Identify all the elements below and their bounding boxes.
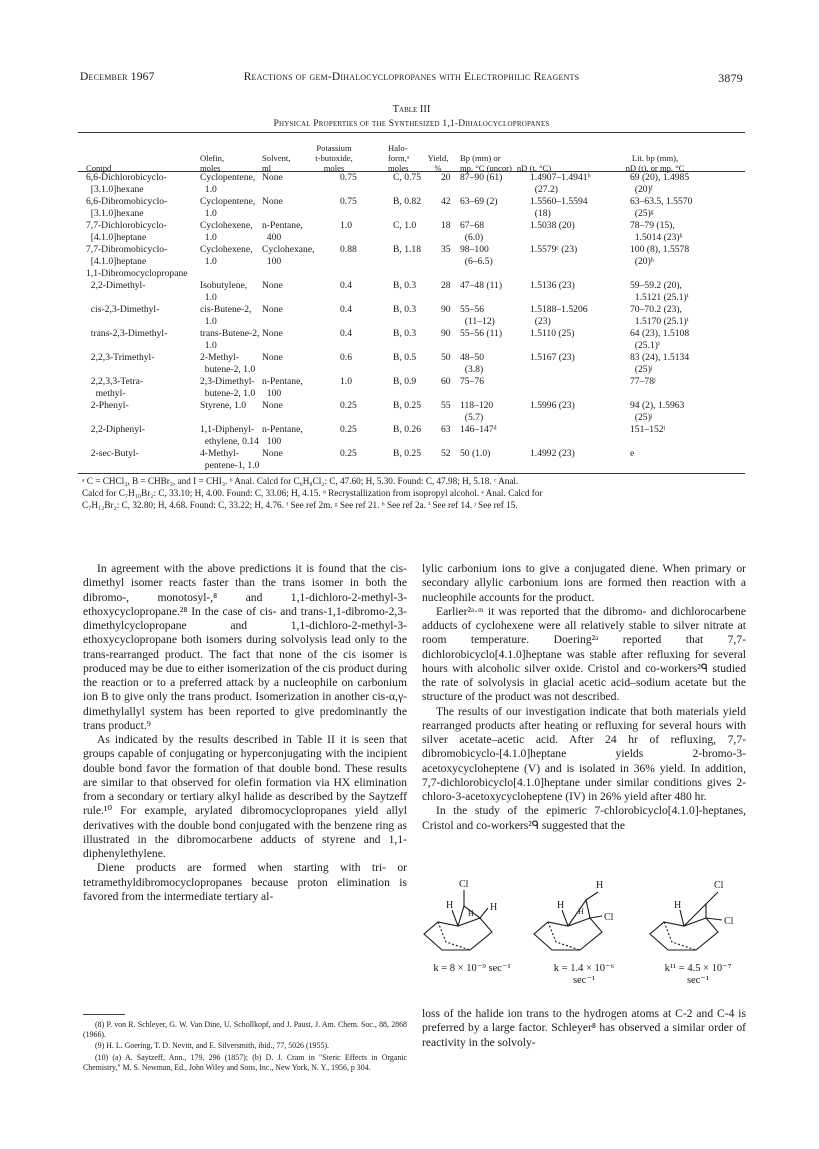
cell-olefin: 2-Methyl- bbox=[200, 352, 239, 363]
references bbox=[83, 1020, 407, 1074]
cell-nd: 1.4907–1.4941ᵇ bbox=[530, 172, 591, 183]
cell-lit: (20)ʰ bbox=[630, 256, 654, 267]
cell-compd: [3.1.0]hexane bbox=[86, 208, 144, 219]
header-olefin-line bbox=[200, 143, 224, 153]
cell-olefin: Cyclopentene, bbox=[200, 172, 256, 183]
right-paragraph: The results of our investigation indicate that both materials yield rearranged products after heating or refluxing for several hours with silver acetate–acetic acid. After 24 hr of refluxing, 7,7-dibromobicyclo-[4.1.0]heptane yields 2-bromo-3-acetoxycycloheptene (V) and is isolated in 36% yield. In addition, 7,7-dichlorobicyclo[4.1.0]heptane under similar conditions gives 2-chloro-3-acetoxycycloheptene (IV) in 26% yield after 480 hr. bbox=[422, 704, 746, 803]
cell-olefin: Cyclohexene, bbox=[200, 220, 253, 231]
s2-atom-1: H bbox=[557, 900, 565, 911]
cell-solvent: 100 bbox=[262, 256, 282, 267]
cell-bp: 67–68 bbox=[460, 220, 484, 231]
cell-compd: [4.1.0]heptane bbox=[86, 232, 147, 243]
header-compd bbox=[86, 133, 111, 173]
header-title: Reactions of gem-Dihalocyclopropanes with Electrophilic Reagents bbox=[243, 71, 580, 83]
cell-olefin: 1.0 bbox=[200, 208, 217, 219]
cell-nd: 1.5560–1.5594 bbox=[530, 196, 588, 207]
rate-constant-1 bbox=[422, 962, 522, 974]
header-nd-line bbox=[489, 143, 579, 153]
cell-solvent: None bbox=[262, 304, 283, 315]
cell-solvent: None bbox=[262, 352, 283, 363]
cell-haloform: B, 0.25 bbox=[393, 448, 421, 459]
cell-yield: 28 bbox=[441, 280, 451, 291]
reference-item: (10) (a) A. Saytzeff, Ann., 179, 296 (1857); (b) D. J. Cram in "Steric Effects in Organic Chemistry," M. S. Newman, Ed., John Wiley and Sons, Inc., New York, N. Y., 1956, p 304. bbox=[83, 1052, 407, 1072]
cell-solvent: 400 bbox=[262, 232, 282, 243]
header-nd-line: nD (t, °C) bbox=[516, 163, 552, 173]
cell-yield: 18 bbox=[441, 220, 451, 231]
header-olefin bbox=[200, 133, 224, 173]
cell-butoxide: 0.25 bbox=[340, 400, 357, 411]
cell-lit: 77–78ʲ bbox=[630, 376, 656, 387]
cell-lit: 1.5014 (23)ʰ bbox=[630, 232, 683, 243]
cell-haloform: B, 0.3 bbox=[393, 280, 417, 291]
cell-compd: 2,2,3-Trimethyl- bbox=[86, 352, 155, 363]
cell-olefin: 1,1-Diphenyl- bbox=[200, 424, 255, 435]
cell-solvent: n-Pentane, bbox=[262, 376, 303, 387]
s3-atom-2: Cl bbox=[724, 916, 734, 927]
body-left-column bbox=[83, 562, 407, 904]
cell-bp: (6.0) bbox=[460, 232, 484, 243]
cell-olefin: 1.0 bbox=[200, 292, 217, 303]
cell-nd: 1.5136 (23) bbox=[530, 280, 575, 291]
cell-yield: 63 bbox=[441, 424, 451, 435]
cell-solvent: n-Pentane, bbox=[262, 220, 303, 231]
cell-nd: (18) bbox=[530, 208, 551, 219]
header-lit-line bbox=[610, 133, 700, 143]
structure-3 bbox=[650, 892, 722, 950]
header-solvent-line: Solvent, bbox=[262, 153, 291, 163]
cell-bp: 55–56 (11) bbox=[460, 328, 503, 339]
s3-atom-1: H bbox=[674, 900, 682, 911]
cell-compd: 6,6-Dibromobicyclo- bbox=[86, 196, 168, 207]
cell-haloform: B, 0.3 bbox=[393, 304, 417, 315]
header-solvent-line bbox=[262, 143, 290, 153]
cell-yield: 20 bbox=[441, 172, 451, 183]
cell-solvent: None bbox=[262, 280, 283, 291]
header-nd-line bbox=[489, 153, 579, 163]
cell-olefin: 1.0 bbox=[200, 256, 217, 267]
cell-bp: 87–90 (61) bbox=[460, 172, 503, 183]
body-right-column bbox=[422, 562, 746, 833]
header-bp-line: Bp (mm) or bbox=[460, 153, 501, 163]
cell-olefin: pentene-1, 1.0 bbox=[200, 460, 260, 471]
cell-olefin: cis-Butene-2, bbox=[200, 304, 252, 315]
cell-olefin: 1.0 bbox=[200, 184, 217, 195]
cell-compd: 2-sec-Butyl- bbox=[86, 448, 139, 459]
cell-nd: 1.4992 (23) bbox=[530, 448, 575, 459]
cell-lit: 151–152ʲ bbox=[630, 424, 666, 435]
cell-compd: 2,2-Dimethyl- bbox=[86, 280, 146, 291]
cell-haloform: B, 0.3 bbox=[393, 328, 417, 339]
cell-solvent: n-Pentane, bbox=[262, 424, 303, 435]
cell-solvent: 100 bbox=[262, 388, 282, 399]
page-number: 3879 bbox=[718, 71, 743, 85]
cell-olefin: Isobutylene, bbox=[200, 280, 248, 291]
cell-nd: 1.5038 (20) bbox=[530, 220, 575, 231]
cell-lit: 59–59.2 (20), bbox=[630, 280, 682, 291]
cell-haloform: C, 1.0 bbox=[393, 220, 417, 231]
cell-haloform: B, 0.9 bbox=[393, 376, 417, 387]
cell-bp: 47–48 (11) bbox=[460, 280, 503, 291]
table-number: Table III bbox=[392, 104, 431, 115]
cell-butoxide: 1.0 bbox=[340, 220, 352, 231]
s1-atom-2: H bbox=[468, 909, 474, 918]
cell-lit: (20)ᶠ bbox=[630, 184, 653, 195]
header-compd-line: Compd bbox=[86, 163, 112, 173]
cell-compd: 2,2-Diphenyl- bbox=[86, 424, 145, 435]
s2-atom-2: H bbox=[578, 907, 584, 916]
cell-compd: [4.1.0]heptane bbox=[86, 256, 147, 267]
cell-haloform: B, 1.18 bbox=[393, 244, 421, 255]
bicycloheptane-structures bbox=[412, 876, 750, 958]
header-bp-line: mp, °C (uncor) bbox=[460, 163, 512, 173]
cell-yield: 60 bbox=[441, 376, 451, 387]
header-solvent bbox=[262, 133, 290, 173]
left-paragraph: In agreement with the above predictions it is found that the cis-dimethyl isomer reacts faster than the trans isomer in both the dibromo-, monotosyl-,⁸ and 1,1-dichloro-2-methyl-3-ethoxycyclopropane.²⁸ In the case of cis- and trans-1,1-dibromo-2,3-dimethylcyclopropane and 1,1-dichloro-2-methyl-3-ethoxycyclopropane both isomers during solvolysis lead only to the trans-rearranged product. The fact that none of the cis isomer is produced may be due to either isomerization of the cis product during the reaction or to a preferred attack by a nucleophile on carbonium ion B to give only the trans product. Isomerization in another cis-α,γ-dimethylallyl system has been reported to give predominantly the trans product.⁹ bbox=[83, 562, 407, 732]
cell-haloform: C, 0.75 bbox=[393, 172, 421, 183]
cell-lit: 1.5170 (25.1)ⁱ bbox=[630, 316, 689, 327]
cell-bp: (6–6.5) bbox=[460, 256, 493, 267]
rate-structures-figure bbox=[412, 876, 750, 988]
structure-2 bbox=[534, 892, 602, 950]
rate-3-value: k¹¹ = 4.5 × 10⁻⁷ bbox=[664, 963, 732, 974]
s1-atom-1: H bbox=[446, 900, 454, 911]
rate-constant-3 bbox=[648, 962, 748, 986]
cell-bp: 50 (1.0) bbox=[460, 448, 491, 459]
cell-solvent: 100 bbox=[262, 436, 282, 447]
cell-olefin: 1.0 bbox=[200, 340, 217, 351]
cell-bp: (11–12) bbox=[460, 316, 495, 327]
rate-constant-2 bbox=[534, 962, 634, 986]
footnote-line: C₇H₁₂Br₂: C, 32.80; H, 4.68. Found: C, 33.22; H, 4.76. ᶠ See ref 2m. ᵍ See ref 21. ʰ See ref 2a. ⁱ See ref 14. ʲ See ref 15. bbox=[82, 500, 518, 510]
header-haloform-line: Halo- bbox=[388, 143, 408, 153]
header-compd-line bbox=[86, 153, 111, 163]
cell-solvent: None bbox=[262, 196, 283, 207]
rate-3-unit: sec⁻¹ bbox=[686, 975, 710, 986]
header-date: December 1967 bbox=[80, 71, 155, 83]
cell-olefin: ethylene, 0.14 bbox=[200, 436, 259, 447]
cell-lit: 63–63.5, 1.5570 bbox=[630, 196, 693, 207]
cell-lit: 94 (2), 1.5963 bbox=[630, 400, 685, 411]
s1-atom-3: H bbox=[490, 902, 498, 913]
header-solvent-line: ml bbox=[262, 163, 272, 173]
right-paragraph: lylic carbonium ions to give a conjugated diene. When primary or secondary allylic carbonium ions are formed then reaction with a nucleophile accounts for the product. bbox=[422, 562, 746, 604]
table-title: Physical Properties of the Synthesized 1,1-Dihalocyclopropanes bbox=[273, 119, 550, 129]
cell-compd: [3.1.0]hexane bbox=[86, 184, 144, 195]
header-lit-line bbox=[610, 143, 700, 153]
cell-butoxide: 0.6 bbox=[340, 352, 352, 363]
footnote-line: ᵃ C = CHCl₃, B = CHBr₃, and I = CHI₃. ᵇ Anal. Calcd for C₆H₈Cl₂: C, 47.60; H, 5.30. Found: C, 47.98; H, 5.18. ᶜ Anal. bbox=[82, 476, 519, 486]
references-rule bbox=[83, 1014, 125, 1015]
cell-compd: 7,7-Dibromobicyclo- bbox=[86, 244, 168, 255]
header-lit-line: Lit. bp (mm), bbox=[631, 153, 679, 163]
header-yield-line: % bbox=[434, 163, 442, 173]
cell-lit: e bbox=[630, 448, 635, 459]
header-solvent-line bbox=[262, 133, 290, 143]
header-olefin-line bbox=[200, 133, 224, 143]
header-compd-line bbox=[86, 133, 111, 143]
table-bottom-rule bbox=[78, 473, 745, 474]
header-olefin-line: moles bbox=[200, 163, 221, 173]
cell-yield: 90 bbox=[441, 328, 451, 339]
right-paragraph: In the study of the epimeric 7-chlorobicyclo[4.1.0]-heptanes, Cristol and co-workers²ᑫ suggested that the bbox=[422, 804, 746, 832]
cell-butoxide: 0.4 bbox=[340, 280, 352, 291]
cell-compd: 2,2,3,3-Tetra- bbox=[86, 376, 144, 387]
cell-haloform: B, 0.5 bbox=[393, 352, 417, 363]
cell-yield: 50 bbox=[441, 352, 451, 363]
cell-butoxide: 1.0 bbox=[340, 376, 352, 387]
header-haloform-line: form,ᵃ bbox=[388, 153, 410, 163]
cell-butoxide: 0.4 bbox=[340, 328, 352, 339]
cell-compd: 7,7-Dichlorobicyclo- bbox=[86, 220, 167, 231]
header-potassium bbox=[289, 133, 379, 173]
cell-butoxide: 0.75 bbox=[340, 172, 357, 183]
header-potassium-line: moles bbox=[323, 163, 345, 173]
cell-compd: cis-2,3-Dimethyl- bbox=[86, 304, 160, 315]
cell-nd: (23) bbox=[530, 316, 551, 327]
left-paragraph: As indicated by the results described in Table II it is seen that groups capable of conjugating or hyperconjugating with the incipient double bond favor the formation of that double bond. These results are similar to that observed for olefin formation via HX elimination from a secondary or tertiary alkyl halide as described by the Saytzeff rule.¹⁰ For example, arylated dibromocyclopropanes yield allyl derivatives with the double bond conjugated with the benzene ring as illustrated in the dibromocarbene adducts of styrene and 1,1-diphenylethylene. bbox=[83, 733, 407, 860]
cell-olefin: butene-2, 1.0 bbox=[200, 364, 256, 375]
header-lit-line: nD (t), or mp, °C bbox=[625, 163, 685, 173]
cell-solvent: Cyclohexane, bbox=[262, 244, 315, 255]
cell-butoxide: 0.75 bbox=[340, 196, 357, 207]
cell-lit: (25)ᵍ bbox=[630, 208, 654, 219]
cell-yield: 35 bbox=[441, 244, 451, 255]
cell-olefin: butene-2, 1.0 bbox=[200, 388, 256, 399]
cell-lit: (25)ʲ bbox=[630, 364, 653, 375]
header-lit bbox=[610, 133, 700, 173]
header-yield-line: Yield, bbox=[427, 153, 449, 163]
continuation-paragraph: loss of the halide ion trans to the hydrogen atoms at C-2 and C-4 is preferred by a large factor. Schleyer⁸ has observed a similar order of reactivity in the solvoly- bbox=[422, 1007, 746, 1049]
cell-lit: 64 (23), 1.5108 bbox=[630, 328, 690, 339]
cell-bp: (5.7) bbox=[460, 412, 484, 423]
cell-olefin: 4-Methyl- bbox=[200, 448, 239, 459]
cell-solvent: None bbox=[262, 328, 283, 339]
cell-yield: 42 bbox=[441, 196, 451, 207]
s3-atom-0: Cl bbox=[714, 880, 724, 891]
reference-item: (8) P. von R. Schleyer, G. W. Van Dine, U. Schollkopf, and J. Paust, J. Am. Chem. Soc., 88, 2868 (1966). bbox=[83, 1020, 407, 1040]
cell-compd: 1,1-Dibromocyclopropane bbox=[86, 268, 188, 279]
cell-solvent: None bbox=[262, 448, 283, 459]
cell-olefin: 2,3-Dimethyl- bbox=[200, 376, 255, 387]
cell-bp: 146–147ᵈ bbox=[460, 424, 497, 435]
header-potassium-line: Potassium bbox=[316, 143, 352, 153]
rate-2-value: k = 1.4 × 10⁻⁶ bbox=[553, 963, 615, 974]
header-potassium-line bbox=[289, 133, 379, 143]
header-nd bbox=[489, 133, 579, 173]
cell-lit: 78–79 (15), bbox=[630, 220, 675, 231]
cell-olefin: 1.0 bbox=[200, 232, 217, 243]
left-paragraph: Diene products are formed when starting with tri- or tetramethyldibromocyclopropanes because proton elimination is favored from the intermediate tertiary al- bbox=[83, 861, 407, 903]
cell-bp: 118–120 bbox=[460, 400, 494, 411]
s1-atom-0: Cl bbox=[459, 879, 469, 890]
cell-bp: 48–50 bbox=[460, 352, 484, 363]
cell-lit: 69 (20), 1.4985 bbox=[630, 172, 690, 183]
cell-bp: 75–76 bbox=[460, 376, 484, 387]
cell-compd: methyl- bbox=[86, 388, 126, 399]
right-paragraph: Earlier²ᵃ·ᵐ it was reported that the dibromo- and dichlorocarbene adducts of cyclohexene were all relatively stable to silver nitrate at room temperature. Doering²ᵃ reported that 7,7-dichlorobicyclo[4.1.0]heptane was stable after refluxing for several hours with alcoholic silver oxide. Cristol and co-workers²ᑫ studied the rate of solvolysis in glacial acetic acid–sodium acetate but the structure of the product was not described. bbox=[422, 604, 746, 704]
cell-yield: 55 bbox=[441, 400, 451, 411]
cell-olefin: trans-Butene-2, bbox=[200, 328, 260, 339]
cell-bp: 55–56 bbox=[460, 304, 484, 315]
cell-butoxide: 0.4 bbox=[340, 304, 352, 315]
cell-haloform: B, 0.25 bbox=[393, 400, 421, 411]
cell-nd: 1.5579ᶜ (23) bbox=[530, 244, 578, 255]
cell-nd: 1.5996 (23) bbox=[530, 400, 575, 411]
header-compd-line bbox=[86, 143, 111, 153]
s2-atom-3: Cl bbox=[604, 912, 614, 923]
cell-olefin: Cyclopentene, bbox=[200, 196, 256, 207]
cell-lit: 70–70.2 (23), bbox=[630, 304, 682, 315]
cell-yield: 52 bbox=[441, 448, 451, 459]
cell-compd: 6,6-Dichlorobicyclo- bbox=[86, 172, 167, 183]
reference-item: (9) H. L. Goering, T. D. Nevitt, and E. Silversmith, ibid., 77, 5026 (1955). bbox=[95, 1041, 329, 1051]
cell-solvent: None bbox=[262, 400, 283, 411]
cell-lit: 1.5121 (25.1)ⁱ bbox=[630, 292, 689, 303]
cell-bp: 63–69 (2) bbox=[460, 196, 498, 207]
cell-nd: 1.5110 (25) bbox=[530, 328, 575, 339]
cell-nd: (27.2) bbox=[530, 184, 558, 195]
s2-atom-0: H bbox=[596, 880, 604, 891]
cell-haloform: B, 0.82 bbox=[393, 196, 421, 207]
cell-olefin: Cyclohexene, bbox=[200, 244, 253, 255]
cell-compd: 2-Phenyl- bbox=[86, 400, 129, 411]
footnote-line: Calcd for C₇H₁₀Br₂: C, 33.10; H, 4.00. Found: C, 33.06; H, 4.15. ᵈ Recrystallization from isopropyl alcohol. ᵉ Anal. Calcd for bbox=[82, 488, 543, 498]
cell-lit: (25)ʲ bbox=[630, 412, 653, 423]
cell-olefin: Styrene, 1.0 bbox=[200, 400, 247, 411]
header-haloform-line: moles bbox=[388, 163, 409, 173]
cell-compd: trans-2,3-Dimethyl- bbox=[86, 328, 168, 339]
right-column-continuation bbox=[422, 1007, 746, 1050]
cell-butoxide: 0.88 bbox=[340, 244, 357, 255]
cell-olefin: 1.0 bbox=[200, 316, 217, 327]
cell-lit: (25.1)ⁱ bbox=[630, 340, 660, 351]
cell-nd: 1.5167 (23) bbox=[530, 352, 575, 363]
cell-lit: 100 (8), 1.5578 bbox=[630, 244, 690, 255]
cell-lit: 83 (24), 1.5134 bbox=[630, 352, 690, 363]
structure-1-labels bbox=[446, 879, 497, 918]
cell-nd: 1.5188–1.5206 bbox=[530, 304, 588, 315]
rate-1-value: k = 8 × 10⁻⁹ sec⁻¹ bbox=[433, 963, 511, 974]
header-nd-line bbox=[489, 133, 579, 143]
cell-solvent: None bbox=[262, 172, 283, 183]
cell-bp: (3.8) bbox=[460, 364, 484, 375]
header-olefin-line: Olefin, bbox=[200, 153, 225, 163]
structure-1 bbox=[424, 890, 492, 950]
running-header bbox=[80, 71, 743, 87]
cell-bp: 98–100 bbox=[460, 244, 489, 255]
header-potassium-line: t-butoxide, bbox=[315, 153, 353, 163]
cell-haloform: B, 0.26 bbox=[393, 424, 421, 435]
cell-butoxide: 0.25 bbox=[340, 424, 357, 435]
rate-2-unit: sec⁻¹ bbox=[572, 975, 596, 986]
cell-butoxide: 0.25 bbox=[340, 448, 357, 459]
cell-yield: 90 bbox=[441, 304, 451, 315]
